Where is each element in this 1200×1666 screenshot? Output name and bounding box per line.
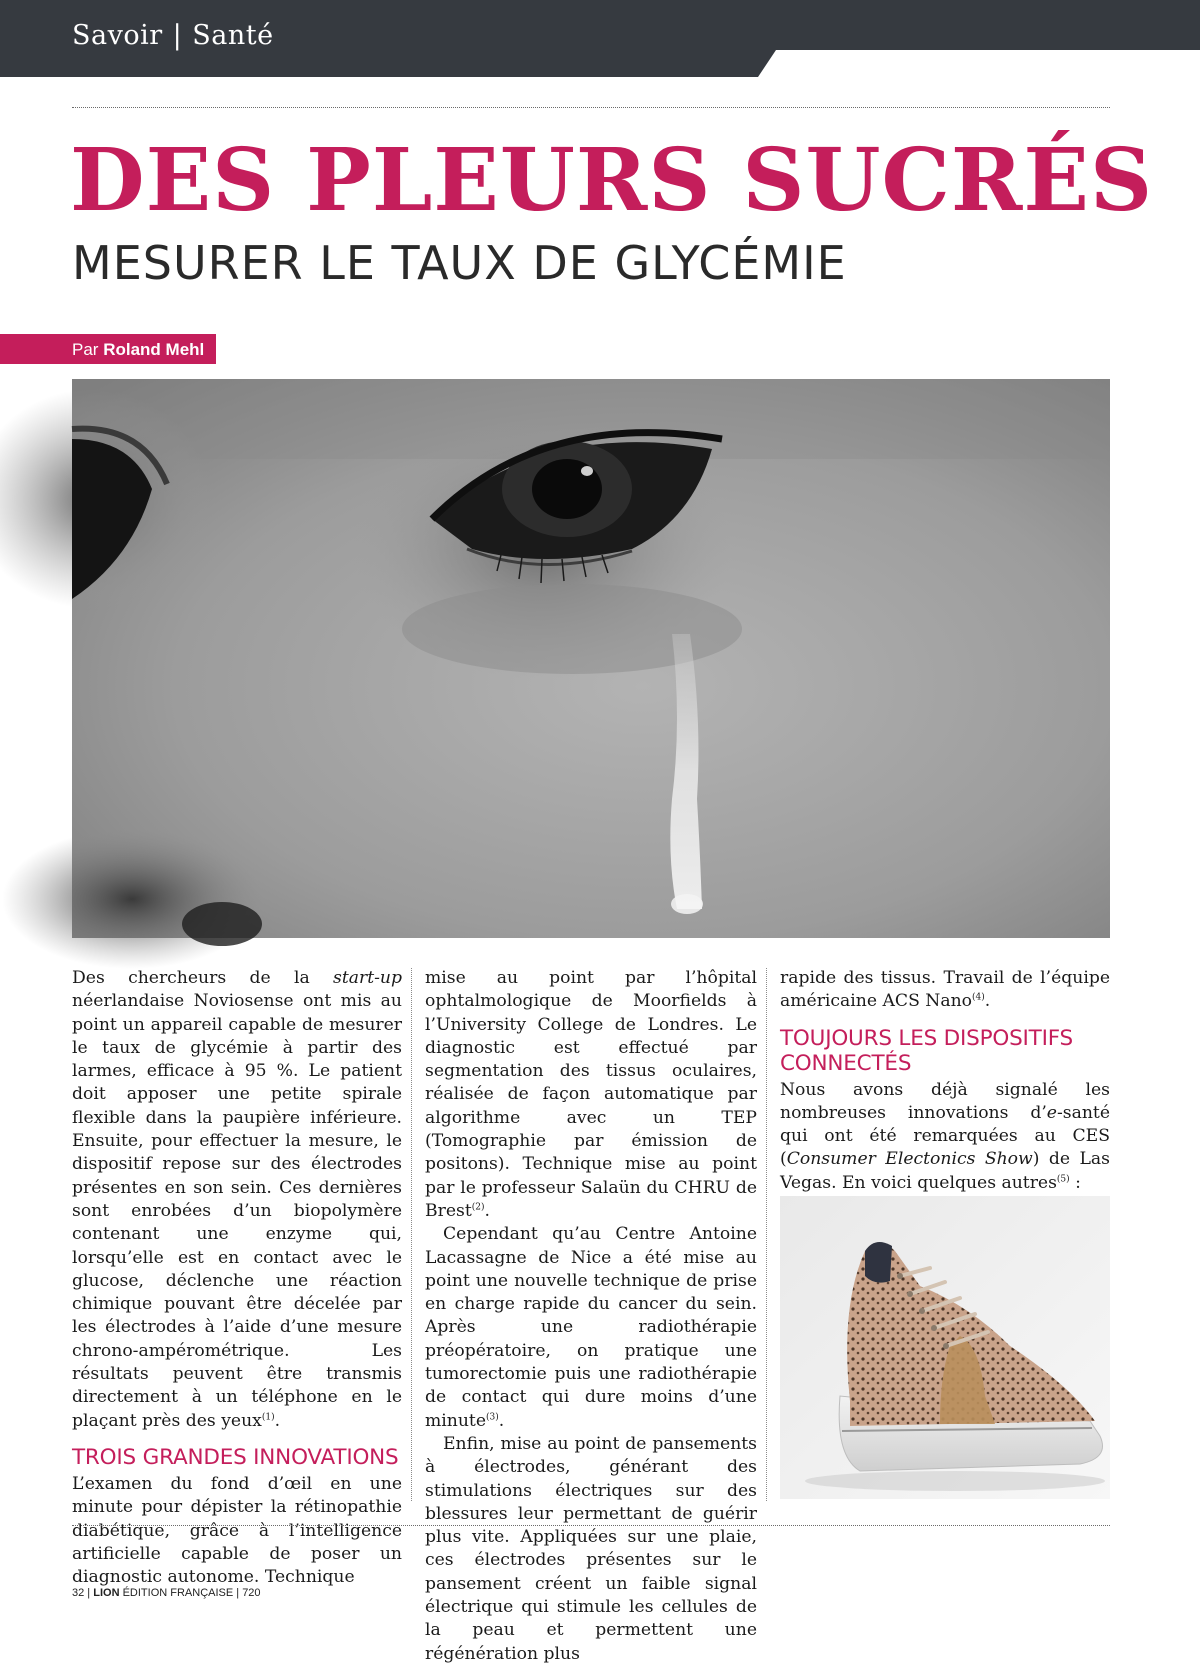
text-run: Cependant qu’au Centre Antoine Lacassagne de Nice a été mise au point une nouvelle technique de prise en charge rapide du cancer du sein. Après une radiothérapie préopératoire, on pratique une tumorectomie puis une radiothérapie de contact qui dure moins d’une minute <box>425 1224 757 1431</box>
text-run: Des chercheurs de la <box>72 968 334 988</box>
paragraph <box>72 967 402 1433</box>
footnote-ref: (5) <box>1056 1174 1070 1185</box>
paragraph <box>780 1079 1110 1195</box>
article-subtitle: MESURER LE TAUX DE GLYCÉMIE <box>72 236 847 290</box>
section-separator: | <box>172 20 183 51</box>
article-column-2 <box>425 967 757 1666</box>
page-footer: 32 | LION ÉDITION FRANÇAISE | 720 <box>72 1587 261 1599</box>
footnote-ref: (2) <box>471 1202 485 1213</box>
paragraph <box>780 967 1110 1014</box>
edition-label: ÉDITION FRANÇAISE <box>122 1587 234 1599</box>
top-divider <box>72 107 1110 108</box>
column-separator-1 <box>411 968 412 1501</box>
text-run: . <box>498 1410 505 1431</box>
magazine-brand: LION <box>93 1587 120 1599</box>
footnote-ref: (1) <box>261 1411 275 1422</box>
paragraph: Enfin, mise au point de pansements à électrodes, générant des stimulations électriques sur des blessures leur permettant de guérir plus vite. Appliquées sur une plaie, ces électrodes présentes sur le pansement créent un faible signal électrique qui stimule les cellules de la peau et permettent une régénération plus <box>425 1433 757 1664</box>
text-run: ) de Las Vegas. En voici quelques autres <box>780 1149 1110 1193</box>
subsection-name: Santé <box>192 20 274 51</box>
paragraph <box>425 1223 757 1433</box>
paragraph: L’examen du fond d’œil en une minute pour dépister la rétinopathie diabétique, grâce à l’intelligence artificielle capable de poser un diagnostic autonome. Technique <box>72 1473 402 1588</box>
section-name: Savoir <box>72 20 163 51</box>
text-run: mise au point par l’hôpital ophtalmologique de Moorfields à l’University College de Londres. Le diagnostic est effectué par segmentation des tissus oculaires, réalisée de façon automatique par algorithme avec un TEP (Tomographie par émission de positons). Technique mise au point par le professeur Salaün du CHRU de Brest <box>425 968 757 1221</box>
text-run: . <box>484 1200 490 1221</box>
hero-photo <box>72 379 1110 938</box>
article-title: DES PLEURS SUCRÉS <box>70 130 1154 231</box>
page-number: 32 <box>72 1587 85 1599</box>
text-run: néerlandaise Noviosense ont mis au point un appareil capable de mesurer le taux de glycémie à partir des larmes, efficace à 95 %. Le patient doit apposer une petite spirale flexible dans la paupière inférieure. Ensuite, pour effectuer la mesure, le dispositif repose sur des électrodes présentes en son sein. Ces dernières sont enrobées d’un biopolymère contenant une enzyme qui, lorsqu’elle est en contact avec le glucose, déclenche une réaction chimique pouvant être décelée par les électrodes à l’aide d’une mesure chrono-ampérométrique. Les résultats peuvent être transmis directement à un téléphone en le plaçant près des yeux <box>72 991 402 1431</box>
text-run: . <box>274 1410 281 1431</box>
text-run: Nous avons déjà signalé les nombreuses innovations d’ <box>780 1079 1110 1123</box>
section-header-band <box>0 0 1200 77</box>
article-column-3 <box>780 967 1110 1195</box>
text-run: : <box>1069 1172 1081 1193</box>
issue-number: 720 <box>242 1587 261 1599</box>
text-run: . <box>984 991 991 1012</box>
text-run: rapide des tissus. Travail de l’équipe américaine ACS Nano <box>780 968 1110 1012</box>
column-separator-2 <box>766 968 767 1501</box>
paragraph <box>425 967 757 1223</box>
emphasis-text: start-up <box>333 968 402 988</box>
emphasis-text: e <box>1046 1102 1057 1123</box>
text-run: -santé qui ont été remarquées au CES ( <box>780 1102 1110 1170</box>
byline <box>0 334 216 364</box>
section-heading: TROIS GRANDES INNOVATIONS <box>72 1444 399 1470</box>
crying-eye-photo <box>72 379 1110 938</box>
product-photo <box>780 1196 1110 1499</box>
author-name: Roland Mehl <box>103 340 205 359</box>
sneaker-photo <box>780 1196 1110 1499</box>
bottom-divider <box>72 1525 1110 1526</box>
footnote-ref: (4) <box>972 992 985 1003</box>
article-column-1 <box>72 967 402 1589</box>
footnote-ref: (3) <box>486 1411 499 1422</box>
emphasis-text: Consumer Electonics Show <box>786 1149 1033 1170</box>
byline-prefix: Par <box>72 340 99 359</box>
section-label <box>72 20 274 51</box>
section-heading: TOUJOURS LES DISPOSITIFS CONNECTÉS <box>780 1025 1073 1076</box>
